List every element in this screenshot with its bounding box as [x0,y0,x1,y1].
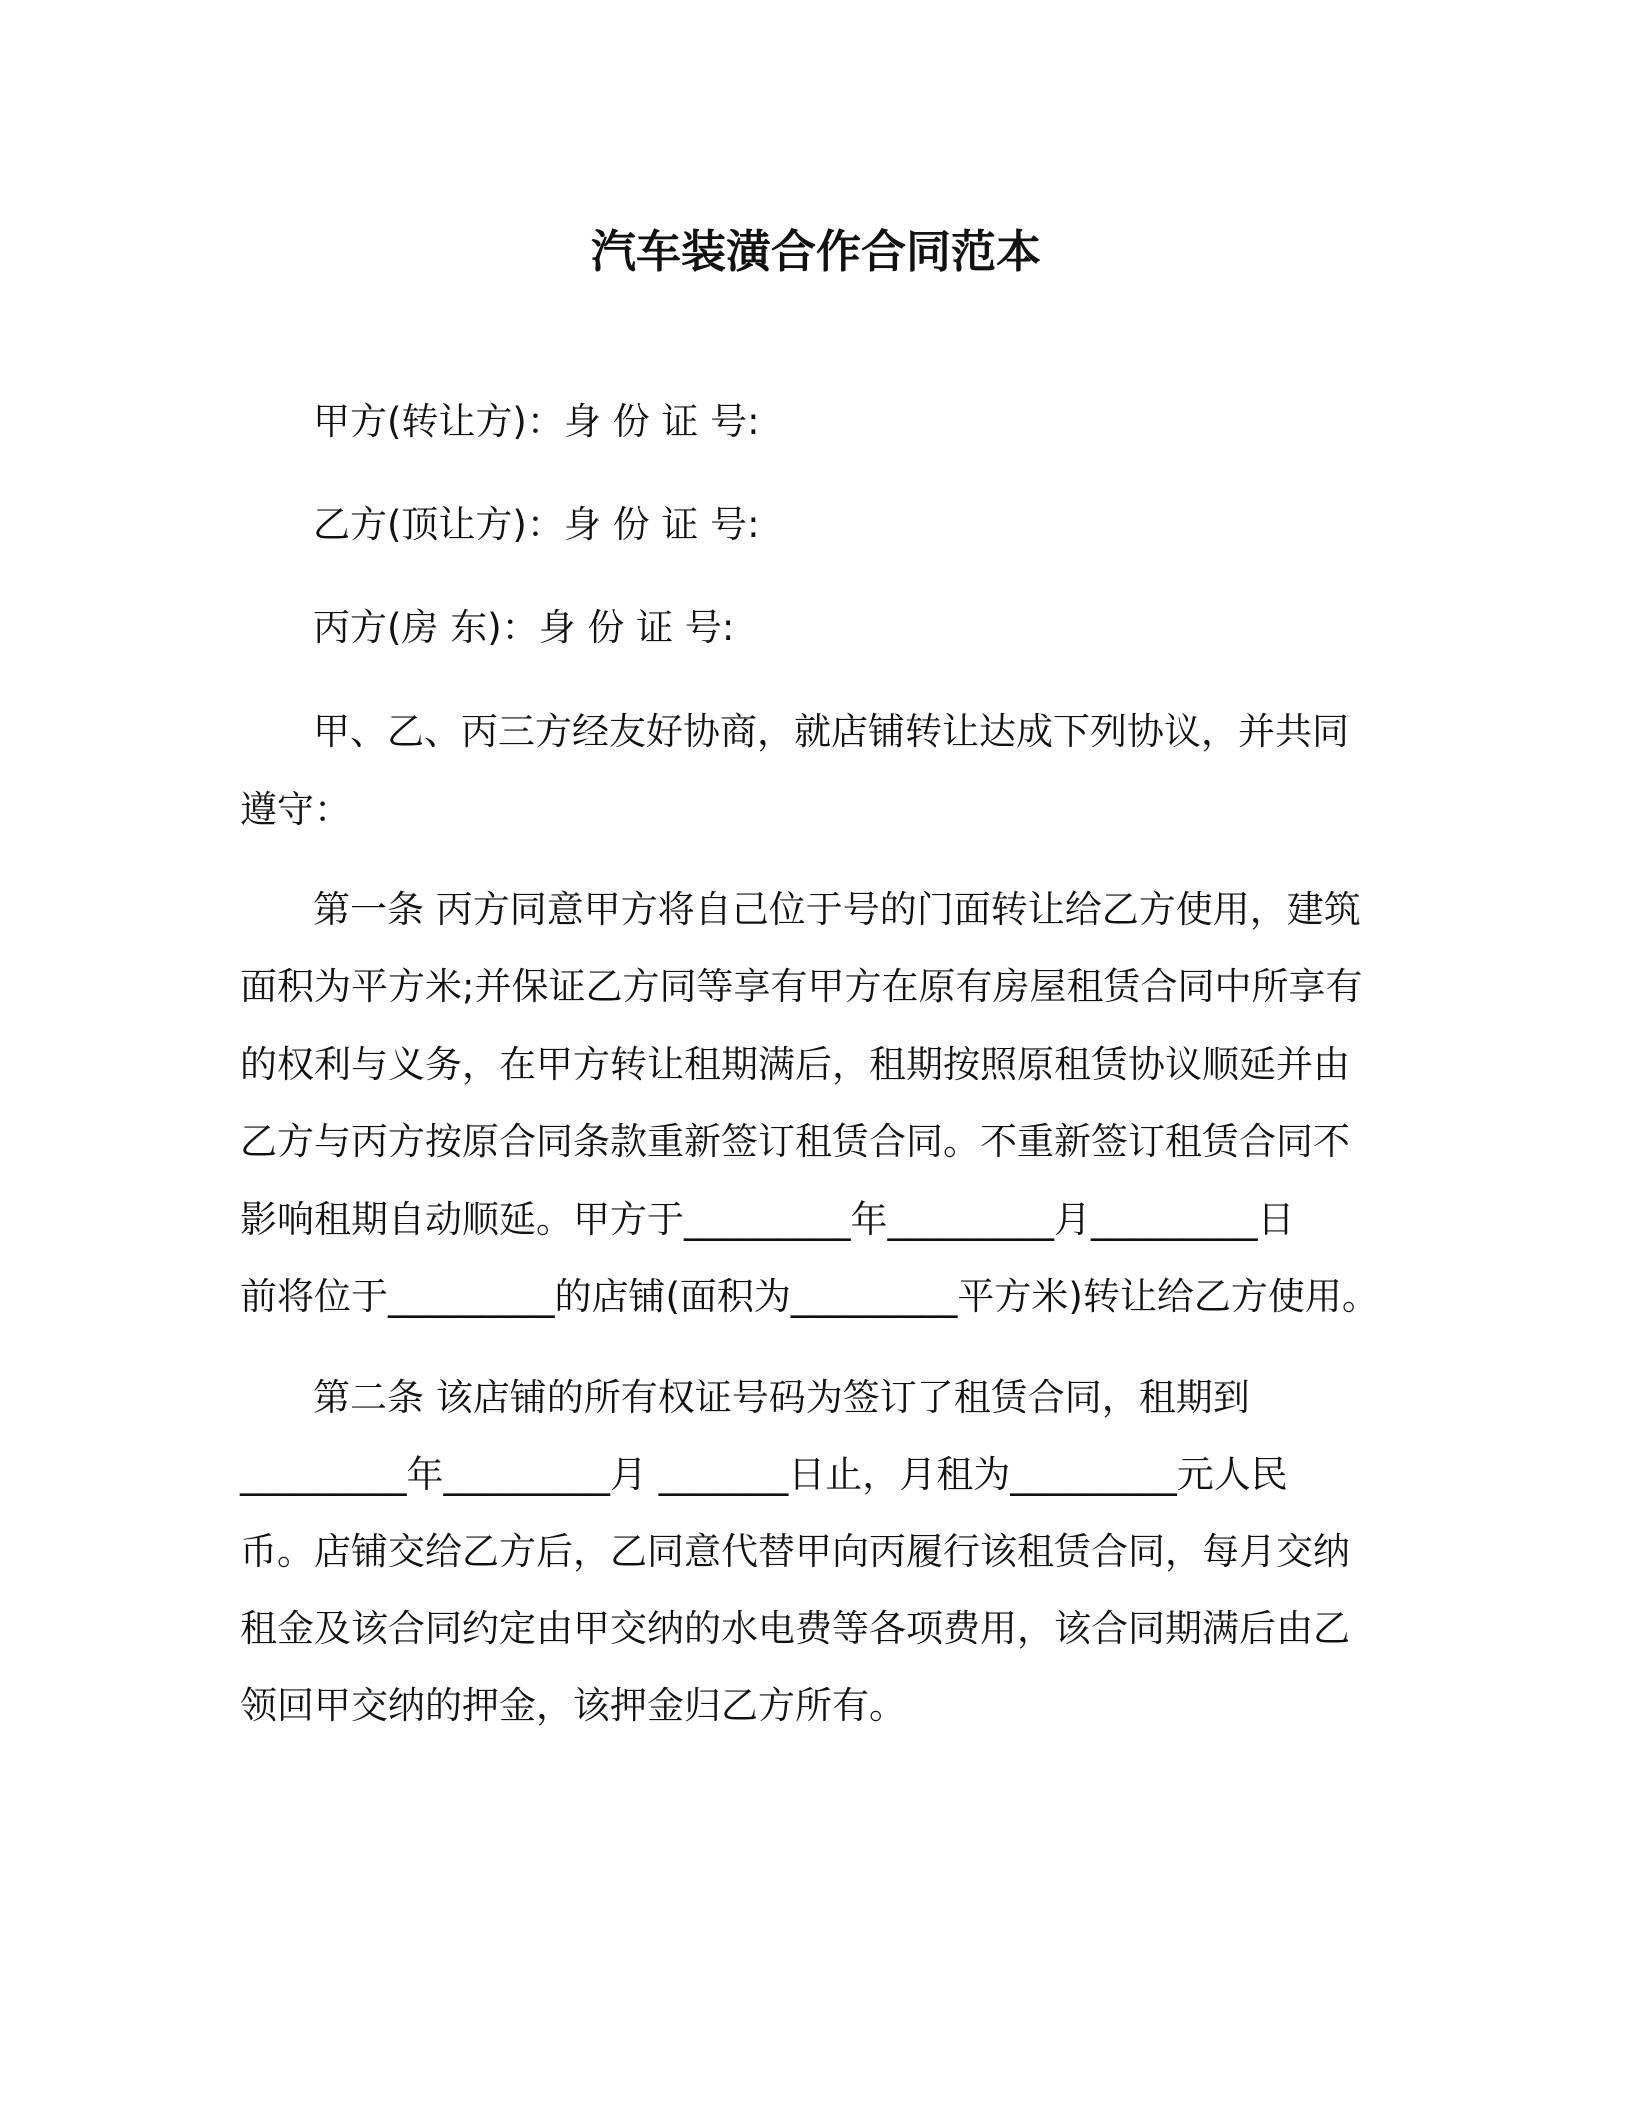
article-2-line: _________年_________月 _______日止，月租为_________元人民 [240,1453,1288,1496]
article-1-line: 前将位于_________的店铺(面积为_________平方米)转让给乙方使用。 [240,1275,1379,1318]
intro-line: 遵守： [240,788,351,831]
article-2-line: 第二条 该店铺的所有权证号码为签订了租赁合同，租期到 [313,1376,1250,1419]
article-1-line: 影响租期自动顺延。甲方于_________年_________月_________日 [240,1198,1295,1241]
article-2-line: 租金及该合同约定由甲交纳的水电费等各项费用，该合同期满后由乙 [240,1607,1350,1650]
article-1-line: 的权利与义务，在甲方转让租期满后，租期按照原租赁协议顺延并由 [240,1043,1350,1086]
article-2-line: 领回甲交纳的押金，该押金归乙方所有。 [240,1684,906,1727]
party-c-line: 丙方(房 东)：身 份 证 号: [313,606,735,649]
article-1-line: 面积为平方米;并保证乙方同等享有甲方在原有房屋租赁合同中所享有 [240,965,1363,1008]
party-a-line: 甲方(转让方)：身 份 证 号: [313,400,760,443]
intro-line: 甲、乙、丙三方经友好协商，就店铺转让达成下列协议，并共同 [313,710,1349,753]
article-1-line: 乙方与丙方按原合同条款重新签订租赁合同。不重新签订租赁合同不 [240,1120,1350,1163]
document-title: 汽车装潢合作合同范本 [590,225,1041,278]
article-2-line: 币。店铺交给乙方后，乙同意代替甲向丙履行该租赁合同，每月交纳 [240,1530,1350,1573]
party-b-line: 乙方(顶让方)：身 份 证 号: [313,503,760,546]
article-1-line: 第一条 丙方同意甲方将自己位于号的门面转让给乙方使用，建筑 [313,888,1361,931]
